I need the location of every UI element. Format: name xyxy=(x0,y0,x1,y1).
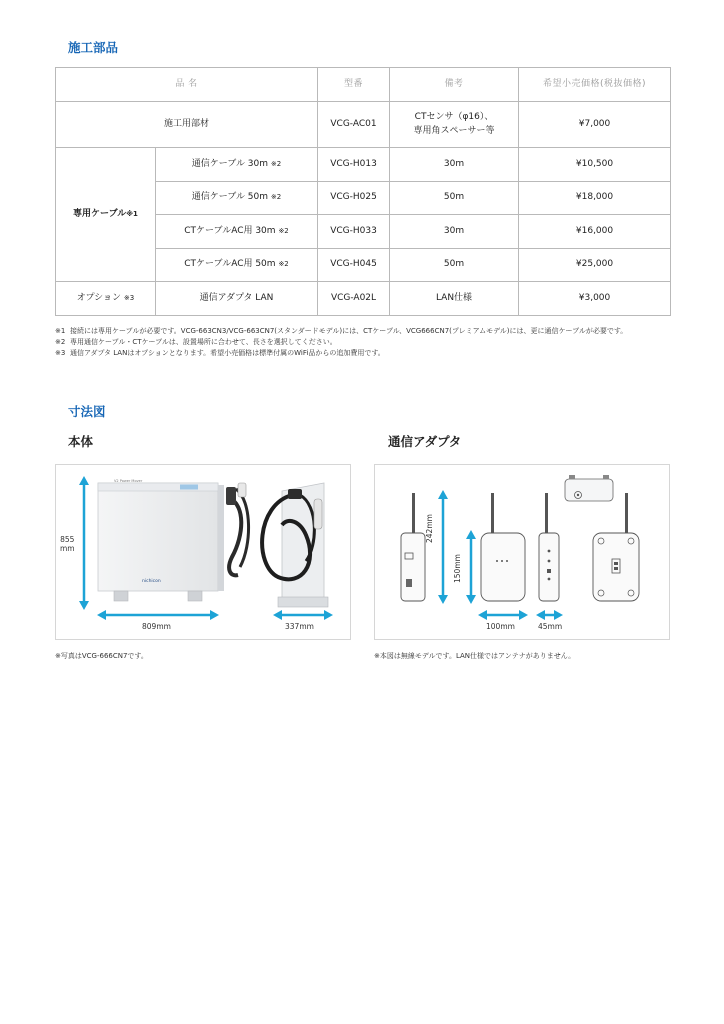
cable-name: CTケーブルAC用 30m xyxy=(184,225,276,236)
cable-name: 通信ケーブル 30m xyxy=(191,158,269,169)
note-mark: ※2 xyxy=(270,193,282,202)
row-name xyxy=(156,248,318,282)
adapter-front-view-icon xyxy=(481,493,525,601)
row-name: 施工用部材 xyxy=(56,102,318,148)
row-name xyxy=(156,181,318,215)
header-price: 希望小売価格(税抜価格) xyxy=(519,68,671,102)
row-price: ¥18,000 xyxy=(519,181,671,215)
note-mark: ※1 xyxy=(126,209,138,218)
height-dimension-arrow xyxy=(79,476,89,610)
total-height-label: 242mm xyxy=(425,514,434,543)
remark-line: 専用角スペーサー等 xyxy=(413,125,495,136)
dimensions-section-title: 寸法図 xyxy=(68,404,106,419)
header-name: 品 名 xyxy=(56,68,318,102)
row-model: VCG-H025 xyxy=(318,181,390,215)
row-price: ¥25,000 xyxy=(519,248,671,282)
row-remark: 50m xyxy=(390,181,519,215)
row-price: ¥7,000 xyxy=(519,102,671,148)
row-model: VCG-A02L xyxy=(318,282,390,316)
parts-table xyxy=(55,67,671,316)
footnote-mark: ※2 xyxy=(55,337,66,346)
footnote-mark: ※3 xyxy=(55,348,66,357)
adapter-side-view-icon xyxy=(401,493,425,601)
width-label: 809mm xyxy=(142,622,171,631)
row-remark: 30m xyxy=(390,148,519,182)
footnotes xyxy=(55,326,675,359)
table-header-row xyxy=(56,68,671,102)
footnote-mark: ※1 xyxy=(55,327,66,335)
note-mark: ※2 xyxy=(270,159,282,168)
row-remark: 30m xyxy=(390,215,519,249)
footnote xyxy=(55,348,675,359)
remark-line: CTセンサ（φ16）、 xyxy=(414,112,494,123)
adapter-back-view-icon xyxy=(593,493,639,601)
depth-label: 337mm xyxy=(285,622,314,631)
row-price: ¥10,500 xyxy=(519,148,671,182)
total-height-arrow xyxy=(438,490,448,604)
option-label: オプション xyxy=(76,292,121,303)
body-height-label: 150mm xyxy=(453,554,462,583)
table-row xyxy=(56,282,671,316)
cable-group-label: 専用ケーブル xyxy=(73,208,127,219)
main-unit-title: 本体 xyxy=(68,434,94,449)
row-model: VCG-H045 xyxy=(318,248,390,282)
row-remark: LAN仕様 xyxy=(390,282,519,316)
brand-logo: nichicon xyxy=(142,579,161,584)
height-unit: mm xyxy=(60,544,75,553)
row-model: VCG-H013 xyxy=(318,148,390,182)
cable-name: 通信ケーブル 50m xyxy=(191,192,269,203)
adapter-caption: ※本図は無線モデルです。LAN仕様ではアンテナがありません。 xyxy=(374,652,576,660)
adapter-depth-label: 45mm xyxy=(538,622,563,631)
footnote-text: 通信アダプタ LANはオプションとなります。希望小売価格は標準付属のWiFi品からの追加費用です。 xyxy=(70,348,385,357)
row-price: ¥16,000 xyxy=(519,215,671,249)
body-height-arrow xyxy=(466,530,476,604)
row-remark: 50m xyxy=(390,248,519,282)
row-model: VCG-H033 xyxy=(318,215,390,249)
height-label xyxy=(60,535,75,553)
height-value: 855 xyxy=(60,535,75,544)
note-mark: ※2 xyxy=(278,260,289,269)
adapter-width-label: 100mm xyxy=(486,622,515,631)
note-mark: ※2 xyxy=(278,226,289,235)
row-remark xyxy=(390,102,519,148)
row-model: VCG-AC01 xyxy=(318,102,390,148)
adapter-depth-arrow xyxy=(536,610,563,620)
option-label-cell xyxy=(56,282,156,316)
footnote-text: 専用通信ケーブル・CTケーブルは、設置場所に合わせて、長さを選択してください。 xyxy=(70,337,337,346)
note-mark: ※3 xyxy=(123,293,135,302)
main-unit-caption: ※写真はVCG-666CN7です。 xyxy=(55,652,148,660)
row-name xyxy=(156,215,318,249)
adapter-drawing xyxy=(375,465,671,641)
adapter-figure xyxy=(374,464,670,640)
footnote xyxy=(55,326,675,337)
cable-name: CTケーブルAC用 50m xyxy=(184,259,276,270)
depth-dimension-arrow xyxy=(273,610,333,620)
row-name: 通信アダプタ LAN xyxy=(156,282,318,316)
adapter-width-arrow xyxy=(478,610,528,620)
main-unit-front-icon xyxy=(98,483,249,601)
table-row xyxy=(56,148,671,182)
footnote xyxy=(55,337,675,348)
footnote-text: 接続には専用ケーブルが必要です。VCG-663CN3/VCG-663CN7(スタンダードモデル)には、CTケーブル、VCG666CN7(プレミアムモデル)には、更に通信ケーブルが必要です。 xyxy=(70,327,628,335)
width-dimension-arrow xyxy=(97,610,219,620)
front-panel-label: V2 Power Mover xyxy=(114,479,143,483)
adapter-narrow-side-icon xyxy=(539,493,559,601)
adapter-top-view-icon xyxy=(565,475,613,501)
cable-group-cell xyxy=(56,148,156,282)
table-row xyxy=(56,102,671,148)
row-price: ¥3,000 xyxy=(519,282,671,316)
main-unit-drawing xyxy=(56,465,352,641)
main-unit-side-icon xyxy=(262,483,328,607)
parts-section-title: 施工部品 xyxy=(68,40,119,55)
header-remark: 備考 xyxy=(390,68,519,102)
header-model: 型番 xyxy=(318,68,390,102)
main-unit-figure xyxy=(55,464,351,640)
row-name xyxy=(156,148,318,182)
adapter-title: 通信アダプタ xyxy=(388,434,462,449)
